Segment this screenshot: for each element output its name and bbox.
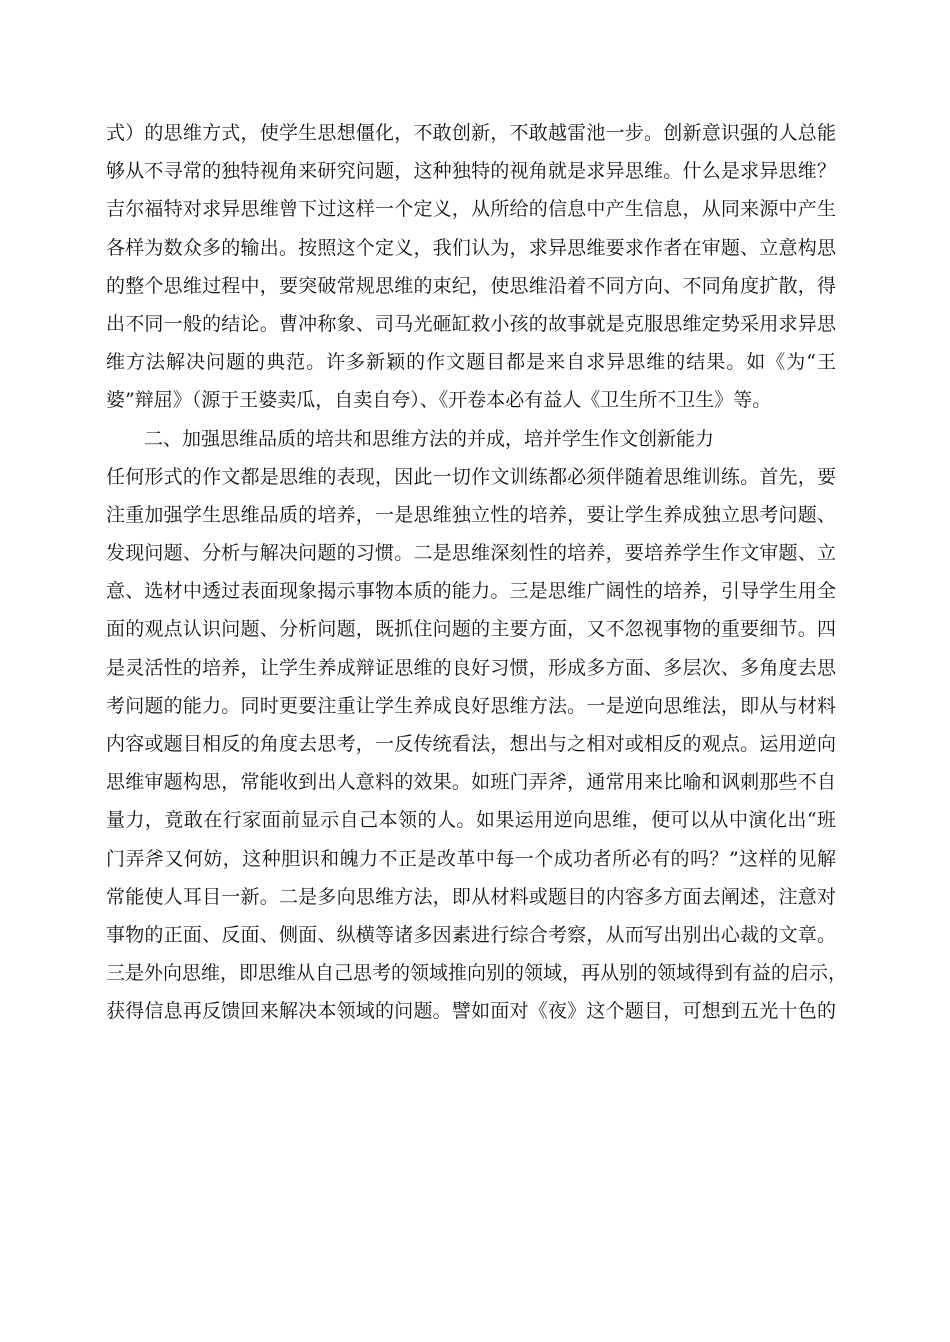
text-line-16: 考问题的能力。同时更要注重让学生养成良好思维方法。一是逆向思维法，即从与材料 xyxy=(106,694,836,717)
text-line-18: 思维审题构思，常能收到出人意料的效果。如班门弄斧，通常用来比喻和讽刺那些不自 xyxy=(106,771,836,794)
text-line-17: 内容或题目相反的角度去思考，一反传统看法，想出与之相对或相反的观点。运用逆向 xyxy=(106,733,836,755)
text-line-13: 意、选材中透过表面现象揭示事物本质的能力。三是思维广阔性的培养，引导学生用全 xyxy=(106,580,836,603)
text-line-5: 的整个思维过程中，要突破常规思维的束纪，使思维沿着不同方向、不同角度扩散，得 xyxy=(106,274,836,297)
text-line-8: 婆”辩屈》（源于王婆卖瓜，自卖自夸）、《开卷本必有益人《卫生所不卫生》等。 xyxy=(106,389,772,412)
text-line-12: 发现问题、分析与解决问题的习惯。二是思维深刻性的培养，要培养学生作文审题、立 xyxy=(106,542,836,565)
text-line-24: 获得信息再反馈回来解决本领域的问题。譬如面对《夜》这个题目，可想到五光十色的 xyxy=(106,1000,836,1023)
text-line-2: 够从不寻常的独特视角来研究问题，这种独特的视角就是求异思维。什么是求异思维？ xyxy=(106,160,836,183)
text-line-4: 各样为数众多的输出。按照这个定义，我们认为，求异思维要求作者在审题、立意构思 xyxy=(106,236,836,259)
text-line-22: 事物的正面、反面、侧面、纵横等诸多因素进行综合考察，从而写出别出心裁的文章。 xyxy=(106,923,836,946)
text-line-11: 注重加强学生思维品质的培养，一是思维独立性的培养，要让学生养成独立思考问题、 xyxy=(106,503,836,526)
text-line-3: 吉尔福特对求异思维曾下过这样一个定义，从所给的信息中产生信息，从同来源中产生 xyxy=(106,198,836,221)
text-line-6: 出不同一般的结论。曹冲称象、司马光砸缸救小孩的故事就是克服思维定势采用求异思 xyxy=(106,312,836,335)
section-heading: 二、加强思维品质的培共和思维方法的并成，培并学生作文创新能力 xyxy=(144,427,715,450)
body-text xyxy=(106,114,848,1031)
text-line-20: 门弄斧又何妨，这种胆识和魄力不正是改革中每一个成功者所必有的吗？”这样的见解 xyxy=(106,847,836,870)
text-line-21: 常能使人耳目一新。二是多向思维方法，即从材料或题目的内容多方面去阐述，注意对 xyxy=(106,885,836,908)
text-line-15: 是灵活性的培养，让学生养成辩证思维的良好习惯，形成多方面、多层次、多角度去思 xyxy=(106,656,836,679)
text-line-14: 面的观点认识问题、分析问题，既抓住问题的主要方面，又不忽视事物的重要细节。四 xyxy=(106,618,836,641)
text-line-23: 三是外向思维，即思维从自己思考的领域推向别的领域，再从别的领域得到有益的启示， xyxy=(106,962,848,985)
text-line-10: 任何形式的作文都是思维的表现，因此一切作文训练都必须伴随着思维训练。首先，要 xyxy=(106,465,836,488)
text-line-1: 式）的思维方式，使学生思想僵化，不敢创新，不敢越雷池一步。创新意识强的人总能 xyxy=(106,122,836,144)
text-line-7: 维方法解决问题的典范。许多新颖的作文题目都是来自求异思维的结果。如《为“王 xyxy=(106,351,836,374)
text-line-19: 量力，竟敢在行家面前显示自己本领的人。如果运用逆向思维，便可以从中演化出“班 xyxy=(106,809,836,832)
